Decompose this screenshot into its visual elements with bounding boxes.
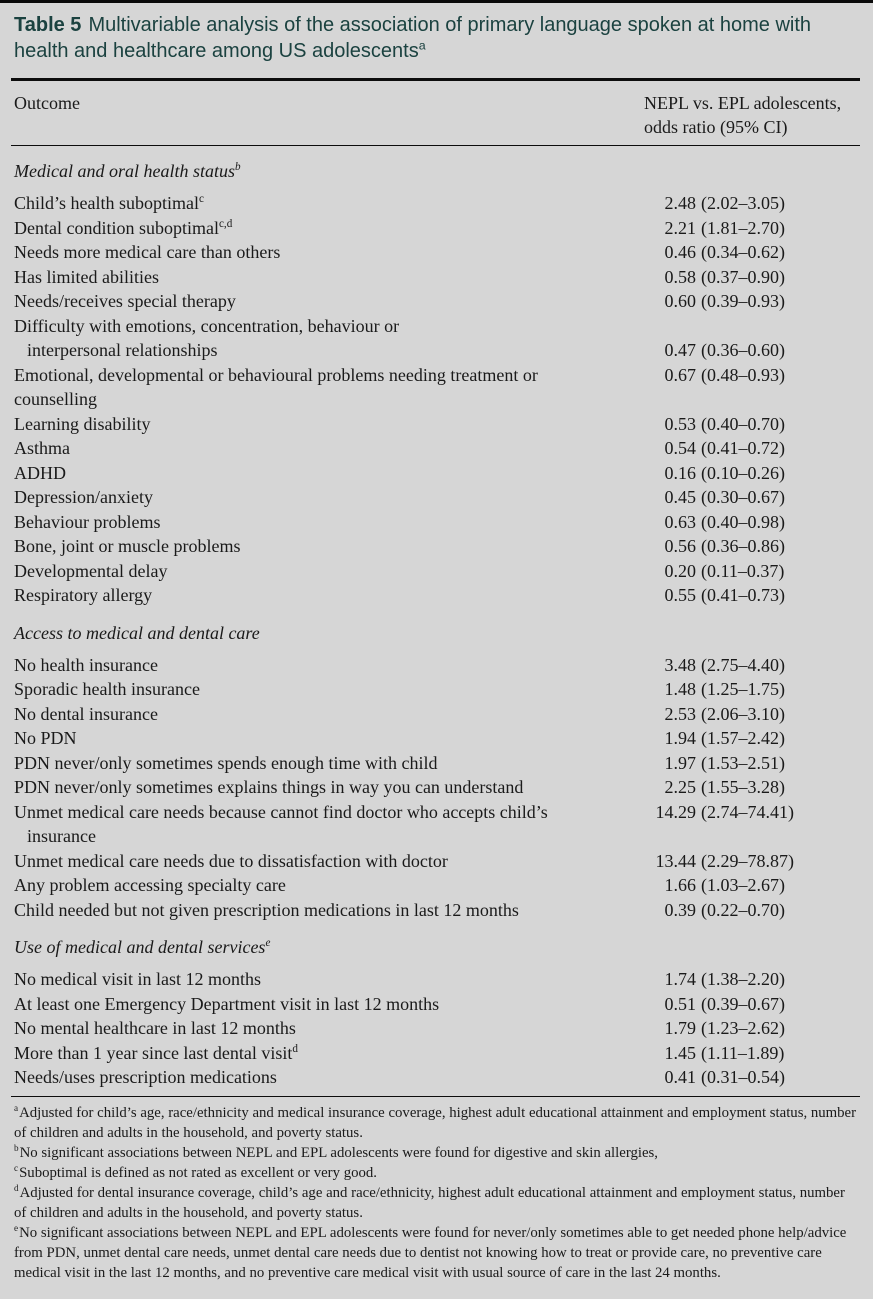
row-value (655, 677, 859, 702)
table-row (14, 775, 859, 800)
row-label-line: Unmet medical care needs because cannot find doctor who accepts child’s (14, 801, 548, 822)
row-label (14, 436, 655, 461)
row-label-text: Needs/receives special therapy (14, 291, 236, 311)
confidence-interval: (0.39–0.93) (701, 291, 785, 311)
row-label-text: Bone, joint or muscle problems (14, 536, 241, 556)
row-value (655, 898, 859, 923)
row-label-line: counselling (14, 389, 97, 409)
odds-ratio-value: 0.53 (664, 413, 696, 434)
row-label (14, 849, 655, 874)
odds-ratio-value: 1.94 (664, 728, 696, 748)
table-row (14, 289, 859, 314)
odds-ratio-value: 0.54 (664, 438, 696, 458)
row-value (655, 653, 859, 678)
row-value (655, 873, 859, 898)
table-row (14, 849, 859, 874)
row-label (14, 216, 655, 241)
row-label-text: Needs/uses prescription medications (14, 1067, 277, 1087)
table-row (14, 265, 859, 290)
footnote (14, 1223, 859, 1283)
odds-ratio-value: 0.45 (664, 487, 696, 507)
table-row (14, 216, 859, 241)
row-label (14, 1016, 655, 1041)
row-value (655, 1016, 859, 1041)
table-row (14, 751, 859, 776)
confidence-interval: (2.02–3.05) (701, 193, 785, 213)
footnote-marker: d (14, 1183, 19, 1194)
row-label-text: At least one Emergency Department visit in last 12 months (14, 993, 440, 1014)
table-row (14, 726, 859, 751)
row-label-text: PDN never/only sometimes spends enough time with child (14, 752, 438, 773)
confidence-interval: (1.25–1.75) (701, 679, 785, 699)
row-label (14, 1065, 655, 1090)
confidence-interval: (1.81–2.70) (701, 217, 785, 238)
row-label (14, 992, 655, 1017)
row-value (655, 1065, 859, 1090)
confidence-interval: (0.41–0.73) (701, 585, 785, 605)
confidence-interval: (0.22–0.70) (701, 899, 785, 920)
confidence-interval: (0.40–0.70) (701, 413, 785, 434)
odds-ratio-value: 0.56 (664, 536, 696, 556)
row-label (14, 800, 655, 849)
table-section (14, 621, 859, 923)
row-footnote-marker: d (292, 1042, 298, 1055)
row-value (655, 967, 859, 992)
row-value (655, 800, 859, 825)
row-label (14, 412, 655, 437)
odds-ratio-value: 0.55 (664, 585, 696, 605)
row-label-text: Sporadic health insurance (14, 679, 200, 699)
table-row (14, 559, 859, 584)
row-value (655, 992, 859, 1017)
table-title-text: Multivariable analysis of the association of primary language spoken at home with health and healthcare among US adolescents (14, 14, 812, 62)
confidence-interval: (1.55–3.28) (701, 777, 785, 797)
confidence-interval: (0.48–0.93) (701, 364, 785, 385)
section-heading (14, 935, 859, 959)
odds-ratio-value: 2.48 (664, 193, 696, 213)
row-label (14, 314, 655, 363)
section-rows (14, 967, 859, 1090)
section-footnote-marker: b (234, 161, 241, 173)
section-footnote-marker: e (265, 937, 271, 949)
footnote (14, 1163, 859, 1183)
row-label-text: Unmet medical care needs due to dissatisfaction with doctor (14, 850, 448, 871)
confidence-interval: (0.40–0.98) (701, 511, 785, 532)
table-row (14, 363, 859, 412)
odds-ratio-value: 0.60 (664, 291, 696, 311)
row-label (14, 510, 655, 535)
odds-ratio-value: 2.25 (664, 777, 696, 797)
row-label-text: Any problem accessing specialty care (14, 875, 286, 895)
row-value (655, 412, 859, 437)
table-row (14, 436, 859, 461)
row-label (14, 289, 655, 314)
footnote (14, 1103, 859, 1143)
confidence-interval: (1.38–2.20) (701, 969, 785, 989)
row-value (655, 534, 859, 559)
confidence-interval: (0.39–0.67) (701, 993, 785, 1014)
odds-ratio-value: 3.48 (664, 654, 696, 675)
table-row (14, 1065, 859, 1090)
row-label-text: No health insurance (14, 654, 158, 675)
table-row (14, 534, 859, 559)
row-label (14, 702, 655, 727)
confidence-interval: (1.03–2.67) (701, 875, 785, 895)
confidence-interval: (0.30–0.67) (701, 487, 785, 507)
row-value (655, 216, 859, 241)
table-row (14, 583, 859, 608)
footnote-marker: e (14, 1223, 19, 1234)
footnote-text: Suboptimal is defined as not rated as excellent or very good. (19, 1165, 377, 1181)
table-row (14, 873, 859, 898)
table-row (14, 967, 859, 992)
odds-ratio-value: 1.66 (664, 875, 696, 895)
confidence-interval: (0.34–0.62) (701, 242, 785, 262)
table-row (14, 677, 859, 702)
row-label-line: Emotional, developmental or behavioural problems needing treatment or (14, 364, 538, 385)
confidence-interval: (0.36–0.60) (701, 340, 785, 360)
confidence-interval: (1.23–2.62) (701, 1018, 785, 1038)
table-row (14, 412, 859, 437)
row-label-text: Depression/anxiety (14, 487, 153, 507)
rule-below-header (11, 145, 860, 147)
confidence-interval: (1.53–2.51) (701, 752, 785, 773)
row-value (655, 510, 859, 535)
odds-ratio-value: 1.74 (664, 969, 696, 989)
row-label-line: insurance (27, 826, 96, 846)
odds-ratio-value: 0.51 (664, 993, 696, 1014)
odds-ratio-value: 2.53 (664, 703, 696, 724)
section-rows (14, 653, 859, 923)
row-label-text: Behaviour problems (14, 511, 161, 532)
table-row (14, 1016, 859, 1041)
row-label-text: Dental condition suboptimal (14, 217, 219, 238)
row-label (14, 677, 655, 702)
odds-ratio-value: 0.67 (664, 364, 696, 385)
row-label (14, 265, 655, 290)
confidence-interval: (1.57–2.42) (701, 728, 785, 748)
row-label (14, 653, 655, 678)
odds-ratio-value: 0.63 (664, 511, 696, 532)
row-label-text: More than 1 year since last dental visit (14, 1042, 293, 1063)
row-label (14, 873, 655, 898)
table-section (14, 159, 859, 608)
confidence-interval: (1.11–1.89) (701, 1042, 785, 1063)
table-row (14, 240, 859, 265)
row-label-text: Respiratory allergy (14, 585, 153, 605)
odds-ratio-value: 0.47 (664, 340, 696, 360)
confidence-interval: (0.37–0.90) (701, 266, 785, 287)
table-row (14, 992, 859, 1017)
row-label-text: Learning disability (14, 413, 151, 434)
odds-ratio-value: 13.44 (655, 850, 696, 871)
row-label (14, 583, 655, 608)
section-heading (14, 621, 859, 645)
footnote-text: No significant associations between NEPL and EPL adolescents were found for never/only sometimes able to get needed phone help/advice from PDN, unmet dental care needs, unmet dental care needs due to dentist not knowing how to treat or provide care, no preventive care medical visit in the last 12 months, and no preventive care medical visit with usual source of care in the last 24 months. (14, 1225, 847, 1281)
footnote (14, 1183, 859, 1223)
odds-ratio-value: 0.58 (664, 266, 696, 287)
footnotes (14, 1103, 859, 1283)
table-row (14, 1041, 859, 1066)
table-row (14, 653, 859, 678)
table-row (14, 510, 859, 535)
table-row (14, 461, 859, 486)
row-label-text: Child needed but not given prescription medications in last 12 months (14, 899, 519, 920)
row-label-text: No dental insurance (14, 703, 158, 724)
row-label-text: Child’s health suboptimal (14, 193, 199, 213)
row-label-text: Needs more medical care than others (14, 242, 281, 262)
confidence-interval: (0.41–0.72) (701, 438, 785, 458)
table-row (14, 898, 859, 923)
row-value (655, 1041, 859, 1066)
row-value (655, 461, 859, 486)
row-footnote-marker: c (199, 193, 204, 205)
row-value (655, 583, 859, 608)
odds-ratio-value: 1.45 (664, 1042, 696, 1063)
row-label-text: PDN never/only sometimes explains things in way you can understand (14, 777, 524, 797)
row-value (655, 240, 859, 265)
top-border-rule (0, 0, 873, 3)
confidence-interval: (0.31–0.54) (701, 1067, 785, 1087)
table-row (14, 800, 859, 849)
table-row (14, 314, 859, 363)
confidence-interval: (0.10–0.26) (701, 462, 785, 483)
row-label (14, 534, 655, 559)
row-label-text: Has limited abilities (14, 266, 159, 287)
row-label (14, 898, 655, 923)
row-label-line: Difficulty with emotions, concentration, behaviour or (14, 315, 400, 336)
row-value (655, 775, 859, 800)
odds-ratio-value: 0.46 (664, 242, 696, 262)
odds-ratio-value: 1.97 (664, 752, 696, 773)
row-value (655, 485, 859, 510)
row-label-text: No medical visit in last 12 months (14, 969, 261, 989)
row-value (655, 289, 859, 314)
section-heading-text: Medical and oral health status (14, 161, 235, 181)
footnote-marker: a (14, 1103, 19, 1114)
table-header-row (14, 91, 859, 139)
confidence-interval: (2.74–74.41) (701, 801, 794, 822)
footnote-marker: b (14, 1143, 19, 1154)
confidence-interval: (2.75–4.40) (701, 654, 785, 675)
row-label (14, 967, 655, 992)
row-label-text: No PDN (14, 728, 77, 748)
table-section (14, 935, 859, 1090)
row-value (655, 726, 859, 751)
table-row (14, 702, 859, 727)
section-heading-text: Access to medical and dental care (14, 622, 260, 643)
odds-ratio-value: 14.29 (655, 801, 696, 822)
confidence-interval: (0.11–0.37) (701, 560, 785, 581)
table-row (14, 485, 859, 510)
odds-ratio-value: 0.39 (664, 899, 696, 920)
odds-ratio-value: 1.79 (664, 1018, 696, 1038)
footnote-text: Adjusted for dental insurance coverage, child’s age and race/ethnicity, highest adult educational attainment and employment status, number of children and adults in the household, and poverty status. (14, 1185, 845, 1221)
row-label (14, 775, 655, 800)
rule-below-title (11, 78, 860, 81)
row-label (14, 1041, 655, 1066)
row-label-text: ADHD (14, 462, 66, 483)
row-value (655, 265, 859, 290)
row-value (655, 702, 859, 727)
odds-ratio-value: 1.48 (664, 679, 696, 699)
row-label (14, 559, 655, 584)
table-body (14, 159, 859, 1090)
row-label-text: Asthma (14, 438, 70, 458)
footnote (14, 1143, 859, 1163)
footnote-text: Adjusted for child’s age, race/ethnicity and medical insurance coverage, highest adult educational attainment and employment status, number of children and adults in the household, and poverty status. (14, 1105, 857, 1141)
footnote-text: No significant associations between NEPL and EPL adolescents were found for digestive and skin allergies, (19, 1145, 659, 1161)
row-value (655, 849, 859, 874)
row-label-line: interpersonal relationships (27, 340, 218, 360)
confidence-interval: (2.29–78.87) (701, 850, 794, 871)
title-footnote-marker: a (418, 38, 426, 53)
row-label (14, 191, 655, 216)
header-outcome: Outcome (14, 92, 80, 113)
row-value (655, 363, 859, 388)
section-heading (14, 159, 859, 183)
row-label (14, 485, 655, 510)
row-value (655, 559, 859, 584)
odds-ratio-value: 0.41 (664, 1067, 696, 1087)
table-title (14, 12, 857, 64)
row-label-text: Developmental delay (14, 560, 168, 581)
section-rows (14, 191, 859, 608)
row-value (655, 191, 859, 216)
header-odds-ratio: NEPL vs. EPL adolescents, odds ratio (95% CI) (644, 92, 842, 137)
footnote-marker: c (14, 1163, 19, 1174)
odds-ratio-value: 0.20 (664, 560, 696, 581)
row-label (14, 726, 655, 751)
odds-ratio-value: 0.16 (664, 462, 696, 483)
row-footnote-marker: c,d (218, 217, 233, 230)
confidence-interval: (0.36–0.86) (701, 536, 785, 556)
odds-ratio-value: 2.21 (664, 217, 696, 238)
row-value (655, 751, 859, 776)
row-label (14, 751, 655, 776)
table-row (14, 191, 859, 216)
section-heading-text: Use of medical and dental services (14, 937, 266, 957)
row-value (655, 338, 859, 363)
row-label (14, 240, 655, 265)
confidence-interval: (2.06–3.10) (701, 703, 785, 724)
row-value (655, 436, 859, 461)
row-label (14, 363, 655, 412)
table-number-label: Table 5 (14, 14, 82, 36)
row-label (14, 461, 655, 486)
rule-above-footnotes (11, 1096, 860, 1098)
row-label-text: No mental healthcare in last 12 months (14, 1018, 296, 1038)
